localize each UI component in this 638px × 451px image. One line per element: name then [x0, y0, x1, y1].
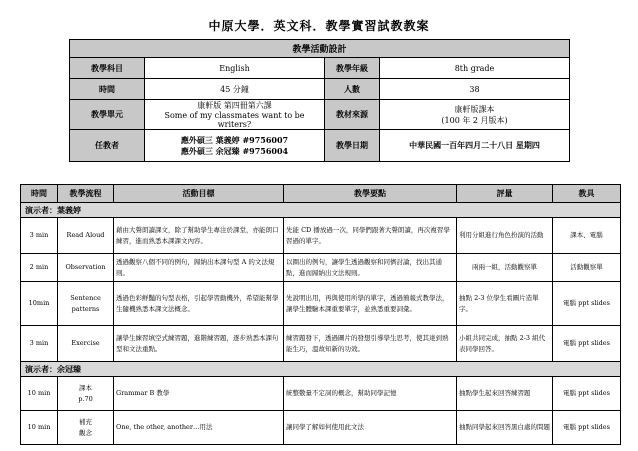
teacher-1: 應外碩三 葉義婷 #9756007	[180, 134, 289, 145]
row-points: 先能 CD 播放過一次，同學們跟著大聲朗讀，再次複習學習過的單字。	[284, 218, 457, 254]
table-row	[21, 326, 621, 362]
row-tools: 活動觀察單	[553, 254, 621, 282]
row-eval: 兩兩一組，活動觀察單	[457, 254, 553, 282]
row-points: 先說明出用，再與使用所學的單字，透過簡報式教學法，讓學生體驗本課重要單字，並熟悉重要詞彙。	[284, 282, 457, 326]
header-time: 時間	[21, 185, 58, 203]
row-flow	[58, 377, 114, 411]
row-eval: 抽點同學起來回答黑白處的問題	[457, 411, 553, 445]
row-tools: 電腦 ppt slides	[553, 377, 621, 411]
presenter-2: 演示者：余冠臻	[21, 362, 621, 377]
presenter-row	[21, 362, 621, 377]
unit-value-line-2: Some of my classmates want to be writers?	[164, 111, 305, 129]
row-flow-line-1: 課本	[79, 383, 92, 392]
header-points: 教學要點	[284, 185, 457, 203]
row-time: 2 min	[21, 254, 58, 282]
row-points: 以圈出的例句，讓學生透過觀察和同儕討論，找出其通點，進而歸納出文法規則。	[284, 254, 457, 282]
row-flow-line-2: p.70	[78, 394, 93, 403]
row-goal: Grammar B 教學	[114, 377, 284, 411]
column-header-row	[21, 185, 621, 203]
row-flow: Sentence patterns	[58, 282, 114, 326]
presenter-row	[21, 203, 621, 218]
row-tools: 電腦 ppt slides	[553, 326, 621, 362]
row-goal: 藉由大聲朗讀課文，除了幫助學生專注於課堂，亦能朗口練習，進而熟悉本課課文內容。	[114, 218, 284, 254]
row-tools: 電腦 ppt slides	[553, 411, 621, 445]
row-flow-line-2: 觀念	[79, 428, 92, 437]
row-flow-line-1: 補充	[79, 417, 92, 426]
row-points: 練習題發下，透過圖片的發想引導學生思考，使其達到熟能生巧，溫故知新的功效。	[284, 326, 457, 362]
header-flow: 教學流程	[58, 185, 114, 203]
people-label: 人數	[325, 79, 380, 100]
row-goal: 讓學生練習填空式練習題，進階練習題，逐步熟悉本課句型和文法重點。	[114, 326, 284, 362]
grade-label: 教學年級	[325, 58, 380, 79]
subject-label: 教學科目	[70, 58, 145, 79]
row-flow: Read Aloud	[58, 218, 114, 254]
header-evaluation: 評量	[457, 185, 553, 203]
table-row	[21, 218, 621, 254]
row-eval: 抽點 2-3 位學生看圖片造單字。	[457, 282, 553, 326]
row-time: 10min	[21, 282, 58, 326]
row-time: 3 min	[21, 218, 58, 254]
source-value-line-1: 康軒版課本	[454, 104, 495, 114]
date-label: 教學日期	[325, 130, 380, 162]
row-eval: 利用分組進行角色扮演的活動	[457, 218, 553, 254]
table-row	[21, 411, 621, 445]
row-points: 統整數量不定詞的概念，幫助同學記憶	[284, 377, 457, 411]
source-value-line-2: (100 年 2 月版本)	[441, 115, 508, 125]
subject-value: English	[145, 58, 325, 79]
row-time: 10 min	[21, 377, 58, 411]
row-tools: 課本、電腦	[553, 218, 621, 254]
document-title: 中原大學．英文科．教學實習試教教案	[208, 19, 430, 33]
table-row	[21, 377, 621, 411]
time-value: 45 分鐘	[145, 79, 325, 100]
unit-value-line-1: 康軒版 第四冊第六課	[197, 101, 272, 110]
date-value: 中華民國一百年四月二十八日 星期四	[380, 130, 570, 162]
row-flow: Observation	[58, 254, 114, 282]
row-time: 3 min	[21, 326, 58, 362]
row-goal: 透過觀察八個不同的例句，歸納出本課句型 A 的文法規則。	[114, 254, 284, 282]
row-goal: 透過色彩鮮豔的句型表格，引起學習動機外，希望能幫學生隨機熟悉本課文法概念。	[114, 282, 284, 326]
section-title: 教學活動設計	[70, 40, 570, 58]
row-points: 讓同學了解如何使用此文法	[284, 411, 457, 445]
grade-value: 8th grade	[380, 58, 570, 79]
unit-label: 教學單元	[70, 100, 145, 130]
teacher-label: 任教者	[70, 130, 145, 162]
unit-value	[145, 100, 325, 130]
row-eval: 抽點學生起來回答練習題	[457, 377, 553, 411]
header-goal: 活動目標	[114, 185, 284, 203]
row-tools: 電腦 ppt slides	[553, 282, 621, 326]
header-tools: 教具	[553, 185, 621, 203]
table-row	[21, 254, 621, 282]
row-eval: 小組共同完成，抽點 2-3 組代表同學回答。	[457, 326, 553, 362]
row-flow: Exercise	[58, 326, 114, 362]
teacher-value	[145, 130, 325, 162]
row-time: 10 min	[21, 411, 58, 445]
teacher-2: 應外碩三 余冠臻 #9756004	[180, 145, 289, 156]
source-value	[380, 100, 570, 130]
people-value: 38	[380, 79, 570, 100]
presenter-1: 演示者：葉義婷	[21, 203, 621, 218]
row-goal: One, the other, another…用法	[114, 411, 284, 445]
table-row	[21, 282, 621, 326]
lesson-table	[20, 184, 621, 445]
source-label: 教材來源	[325, 100, 380, 130]
info-table	[69, 39, 570, 162]
row-flow	[58, 411, 114, 445]
time-label: 時間	[70, 79, 145, 100]
